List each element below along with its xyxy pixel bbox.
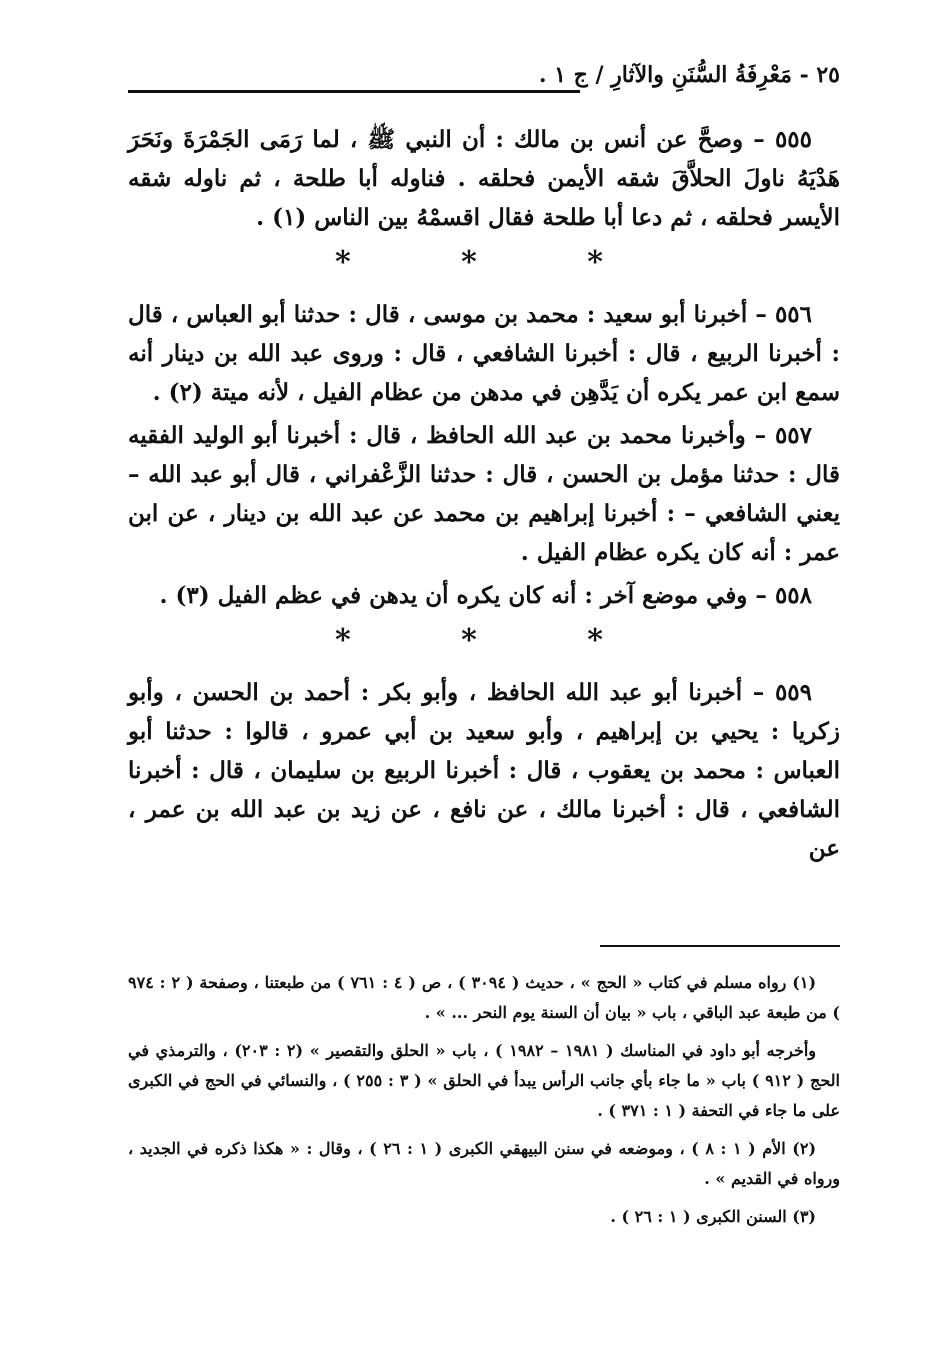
separator-star-icon: * (334, 623, 381, 658)
separator-star-icon: * (587, 623, 633, 658)
paragraph-555: ٥٥٥ – وصحَّ عن أنس بن مالك : أن النبي ﷺ ، لما رَمَى الجَمْرَةَ ونَحَرَ هَدْيَهُ ناولَ الحلاَّقَ شقه الأيمن فحلقه . فناوله أبا طلحة ، ثم ناوله شقه الأيسر فحلقه ، ثم دعا أبا طلحة فقال اقسمْهُ بين الناس (١) . (128, 126, 840, 231)
footnote-1: (١) رواه مسلم في كتاب « الحج » ، حديث ( ٣٠٩٤ ) ، ص ( ٤ : ٧٦١ ) من طبعتنا ، وصفحة ( ٢ : ٩٧٤ ) من طبعة عبد الباقي ، باب « بيان أن السنة يوم النحر ... » . (128, 973, 840, 1022)
section-separator (128, 623, 840, 659)
page-header (128, 62, 840, 102)
main-text (128, 120, 840, 872)
footnote-3: (٣) السنن الكبرى ( ١ : ٢٦ ) . (610, 1207, 816, 1226)
section-separator (128, 245, 840, 281)
paragraph-558: ٥٥٨ – وفي موضع آخر : أنه كان يكره أن يدهن في عظم الفيل (٣) . (159, 582, 812, 609)
separator-star-icon: * (461, 623, 507, 658)
footnote-2: (٢) الأم ( ١ : ٨ ) ، وموضعه في سنن البيهقي الكبرى ( ١ : ٢٦ ) ، وقال : « هكذا ذكره في الجديد ، ورواه في القديم » . (128, 1139, 840, 1188)
footnote-rule (600, 945, 840, 947)
paragraph-556: ٥٥٦ – أخبرنا أبو سعيد : محمد بن موسى ، قال : حدثنا أبو العباس ، قال : أخبرنا الربيع ، قال : أخبرنا الشافعي ، قال : وروى عبد الله بن دينار أنه سمع ابن عمر يكره أن يَدَّهِن في مدهن من عظام الفيل ، لأنه ميتة (٢) . (128, 301, 840, 406)
separator-star-icon: * (587, 245, 633, 280)
paragraph-557: ٥٥٧ – وأخبرنا محمد بن عبد الله الحافظ ، قال : أخبرنا أبو الوليد الفقيه قال : حدثنا مؤمل بن الحسن ، قال : حدثنا الزَّعْفراني ، قال أبو عبد الله – يعني الشافعي – : أخبرنا إبراهيم بن محمد عن عبد الله بن دينار ، عن ابن عمر : أنه كان يكره عظام الفيل . (128, 422, 840, 566)
running-title: ٢٥ - مَعْرِفَةُ السُّنَنِ والآثارِ / ج ١ . (538, 62, 840, 88)
header-rule (128, 90, 580, 93)
footnotes (128, 968, 840, 1240)
footnote-1-continued: وأخرجه أبو داود في المناسك ( ١٩٨١ – ١٩٨٢ ) ، باب « الحلق والتقصير » (٢ : ٢٠٣) ، والترمذي في الحج ( ٩١٢ ) باب « ما جاء بأي جانب الرأس يبدأ في الحلق » ( ٣ : ٢٥٥ ) ، والنسائي في الحج في الكبرى على ما جاء في التحفة ( ١ : ٣٧١ ) . (128, 1041, 841, 1120)
separator-star-icon: * (334, 245, 381, 280)
paragraph-559: ٥٥٩ – أخبرنا أبو عبد الله الحافظ ، وأبو بكر : أحمد بن الحسن ، وأبو زكريا : يحيي بن إبراهيم ، وأبو سعيد بن أبي عمرو ، قالوا : حدثنا أبو العباس : محمد بن يعقوب ، قال : أخبرنا الربيع بن سليمان ، قال : أخبرنا الشافعي ، قال : أخبرنا مالك ، عن نافع ، عن زيد بن عبد الله بن عمر ، عن (128, 679, 840, 862)
separator-star-icon: * (461, 245, 507, 280)
